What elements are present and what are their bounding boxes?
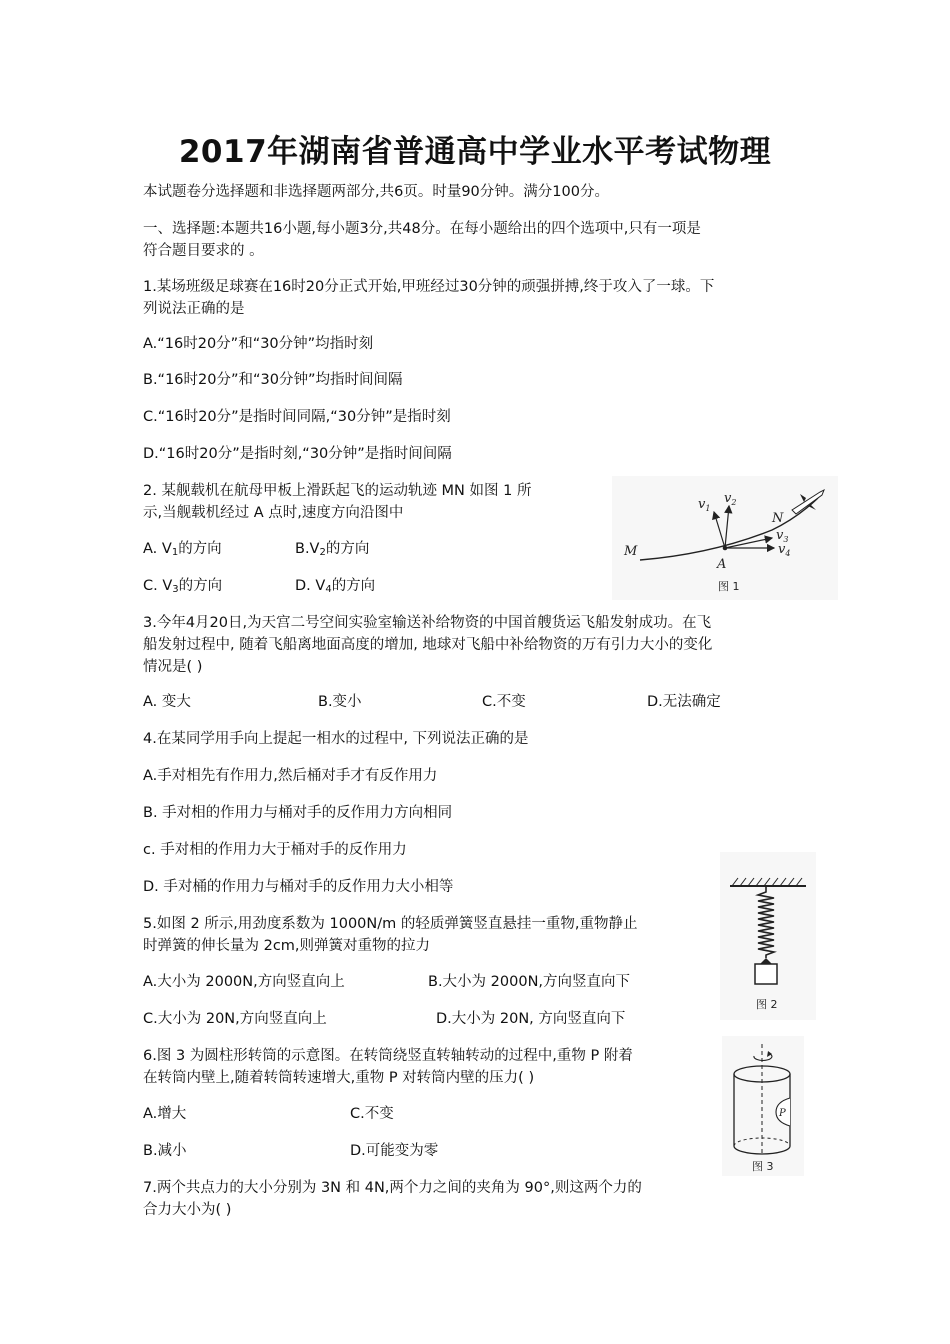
q4-option-d: D. 手对桶的作用力与桶对手的反作用力大小相等 xyxy=(143,879,454,895)
section-heading-line2: 符合题目要求的 。 xyxy=(143,243,264,259)
q3-option-a: A. 变大 xyxy=(143,694,191,710)
label-m: M xyxy=(624,544,638,559)
q7-stem-line1: 7.两个共点力的大小分别为 3N 和 4N,两个力之间的夹角为 90°,则这两个力的 xyxy=(143,1180,642,1196)
q1-option-b: B.“16时20分”和“30分钟”均指时间间隔 xyxy=(143,372,403,388)
label-v1: $v_1$ xyxy=(698,497,711,513)
q1-option-c: C.“16时20分”是指时间同隔,“30分钟”是指时刻 xyxy=(143,409,451,425)
q2-stem-line1: 2. 某舰载机在航母甲板上滑跃起飞的运动轨迹 MN 如图 1 所 xyxy=(143,483,532,499)
figure-3-caption: 图 3 xyxy=(752,1160,774,1173)
weight-block xyxy=(755,964,777,984)
q2-option-a: A. $V_1$的方向 xyxy=(143,541,222,558)
q3-stem-line1: 3.今年4月20日,为天宫二号空间实验室输送补给物资的中国首艘货运飞船发射成功。在飞 xyxy=(143,615,712,631)
figure-2-background xyxy=(720,852,816,1020)
label-a: A xyxy=(717,557,727,572)
label-v2: $v_2$ xyxy=(724,491,737,507)
label-v3: $v_3$ xyxy=(776,528,789,544)
q5-stem-line1: 5.如图 2 所示,用劲度系数为 1000N/m 的轻质弹簧竖直悬挂一重物,重物静止 xyxy=(143,916,638,932)
q1-option-d: D.“16时20分”是指时刻,“30分钟”是指时间间隔 xyxy=(143,446,452,462)
label-n: N xyxy=(772,511,784,526)
q3-stem-line2: 船发射过程中, 随着飞船离地面高度的增加, 地球对飞船中补给物资的万有引力大小的变化 xyxy=(143,637,713,653)
q4-option-c: c. 手对相的作用力大于桶对手的反作用力 xyxy=(143,842,407,858)
q5-stem-line2: 时弹簧的伸长量为 2cm,则弹簧对重物的拉力 xyxy=(143,938,431,954)
q3-option-d: D.无法确定 xyxy=(647,694,721,710)
q5-option-b: B.大小为 2000N,方向竖直向下 xyxy=(428,974,631,990)
figure-1-trajectory xyxy=(612,476,838,600)
q3-option-b: B.变小 xyxy=(318,694,362,710)
page-title: 2017年湖南省普通高中学业水平考试物理 xyxy=(178,134,772,170)
intro-text: 本试题卷分选择题和非选择题两部分,共6页。时量90分钟。满分100分。 xyxy=(143,184,609,200)
q5-option-c: C.大小为 20N,方向竖直向上 xyxy=(143,1011,327,1027)
q6-option-c: C.不变 xyxy=(350,1106,394,1122)
q6-option-d: D.可能变为零 xyxy=(350,1143,439,1159)
q4-option-a: A.手对相先有作用力,然后桶对手才有反作用力 xyxy=(143,768,438,784)
figure-2-spring xyxy=(720,852,816,1020)
q6-stem-line2: 在转筒内壁上,随着转筒转速增大,重物 P 对转筒内壁的压力( ) xyxy=(143,1070,535,1086)
q6-option-a: A.增大 xyxy=(143,1106,187,1122)
q1-stem-line2: 列说法正确的是 xyxy=(143,301,245,317)
figure-1-caption: 图 1 xyxy=(718,580,740,593)
q6-option-b: B.减小 xyxy=(143,1143,187,1159)
q5-option-a: A.大小为 2000N,方向竖直向上 xyxy=(143,974,345,990)
section-heading-line1: 一、选择题:本题共16小题,每小题3分,共48分。在每小题给出的四个选项中,只有一项是 xyxy=(143,221,701,237)
q6-stem-line1: 6.图 3 为圆柱形转筒的示意图。在转筒绕竖直转轴转动的过程中,重物 P 附着 xyxy=(143,1048,633,1064)
q4-stem: 4.在某同学用手向上提起一相水的过程中, 下列说法正确的是 xyxy=(143,731,529,747)
q3-option-c: C.不变 xyxy=(482,694,526,710)
q5-option-d: D.大小为 20N, 方向竖直向下 xyxy=(436,1011,626,1027)
figure-3-cylinder xyxy=(722,1036,804,1176)
figure-2-caption: 图 2 xyxy=(756,998,778,1011)
q2-option-b: $B.V_2$的方向 xyxy=(295,541,370,558)
q3-stem-line3: 情况是( ) xyxy=(143,659,203,675)
q2-option-c: C. $V_3$的方向 xyxy=(143,578,223,595)
label-p: P xyxy=(779,1108,786,1119)
q7-stem-line2: 合力大小为( ) xyxy=(143,1202,232,1218)
label-v4: $v_4$ xyxy=(778,542,791,558)
q1-option-a: A.“16时20分”和“30分钟”均指时刻 xyxy=(143,336,374,352)
q2-stem-line2: 示,当舰载机经过 A 点时,速度方向沿图中 xyxy=(143,505,404,521)
q1-stem-line1: 1.某场班级足球赛在16时20分正式开始,甲班经过30分钟的顽强拼搏,终于攻入了一球。下 xyxy=(143,279,715,295)
q2-option-d: D. $V_4$的方向 xyxy=(295,578,376,595)
q4-option-b: B. 手对相的作用力与桶对手的反作用力方向相同 xyxy=(143,805,453,821)
